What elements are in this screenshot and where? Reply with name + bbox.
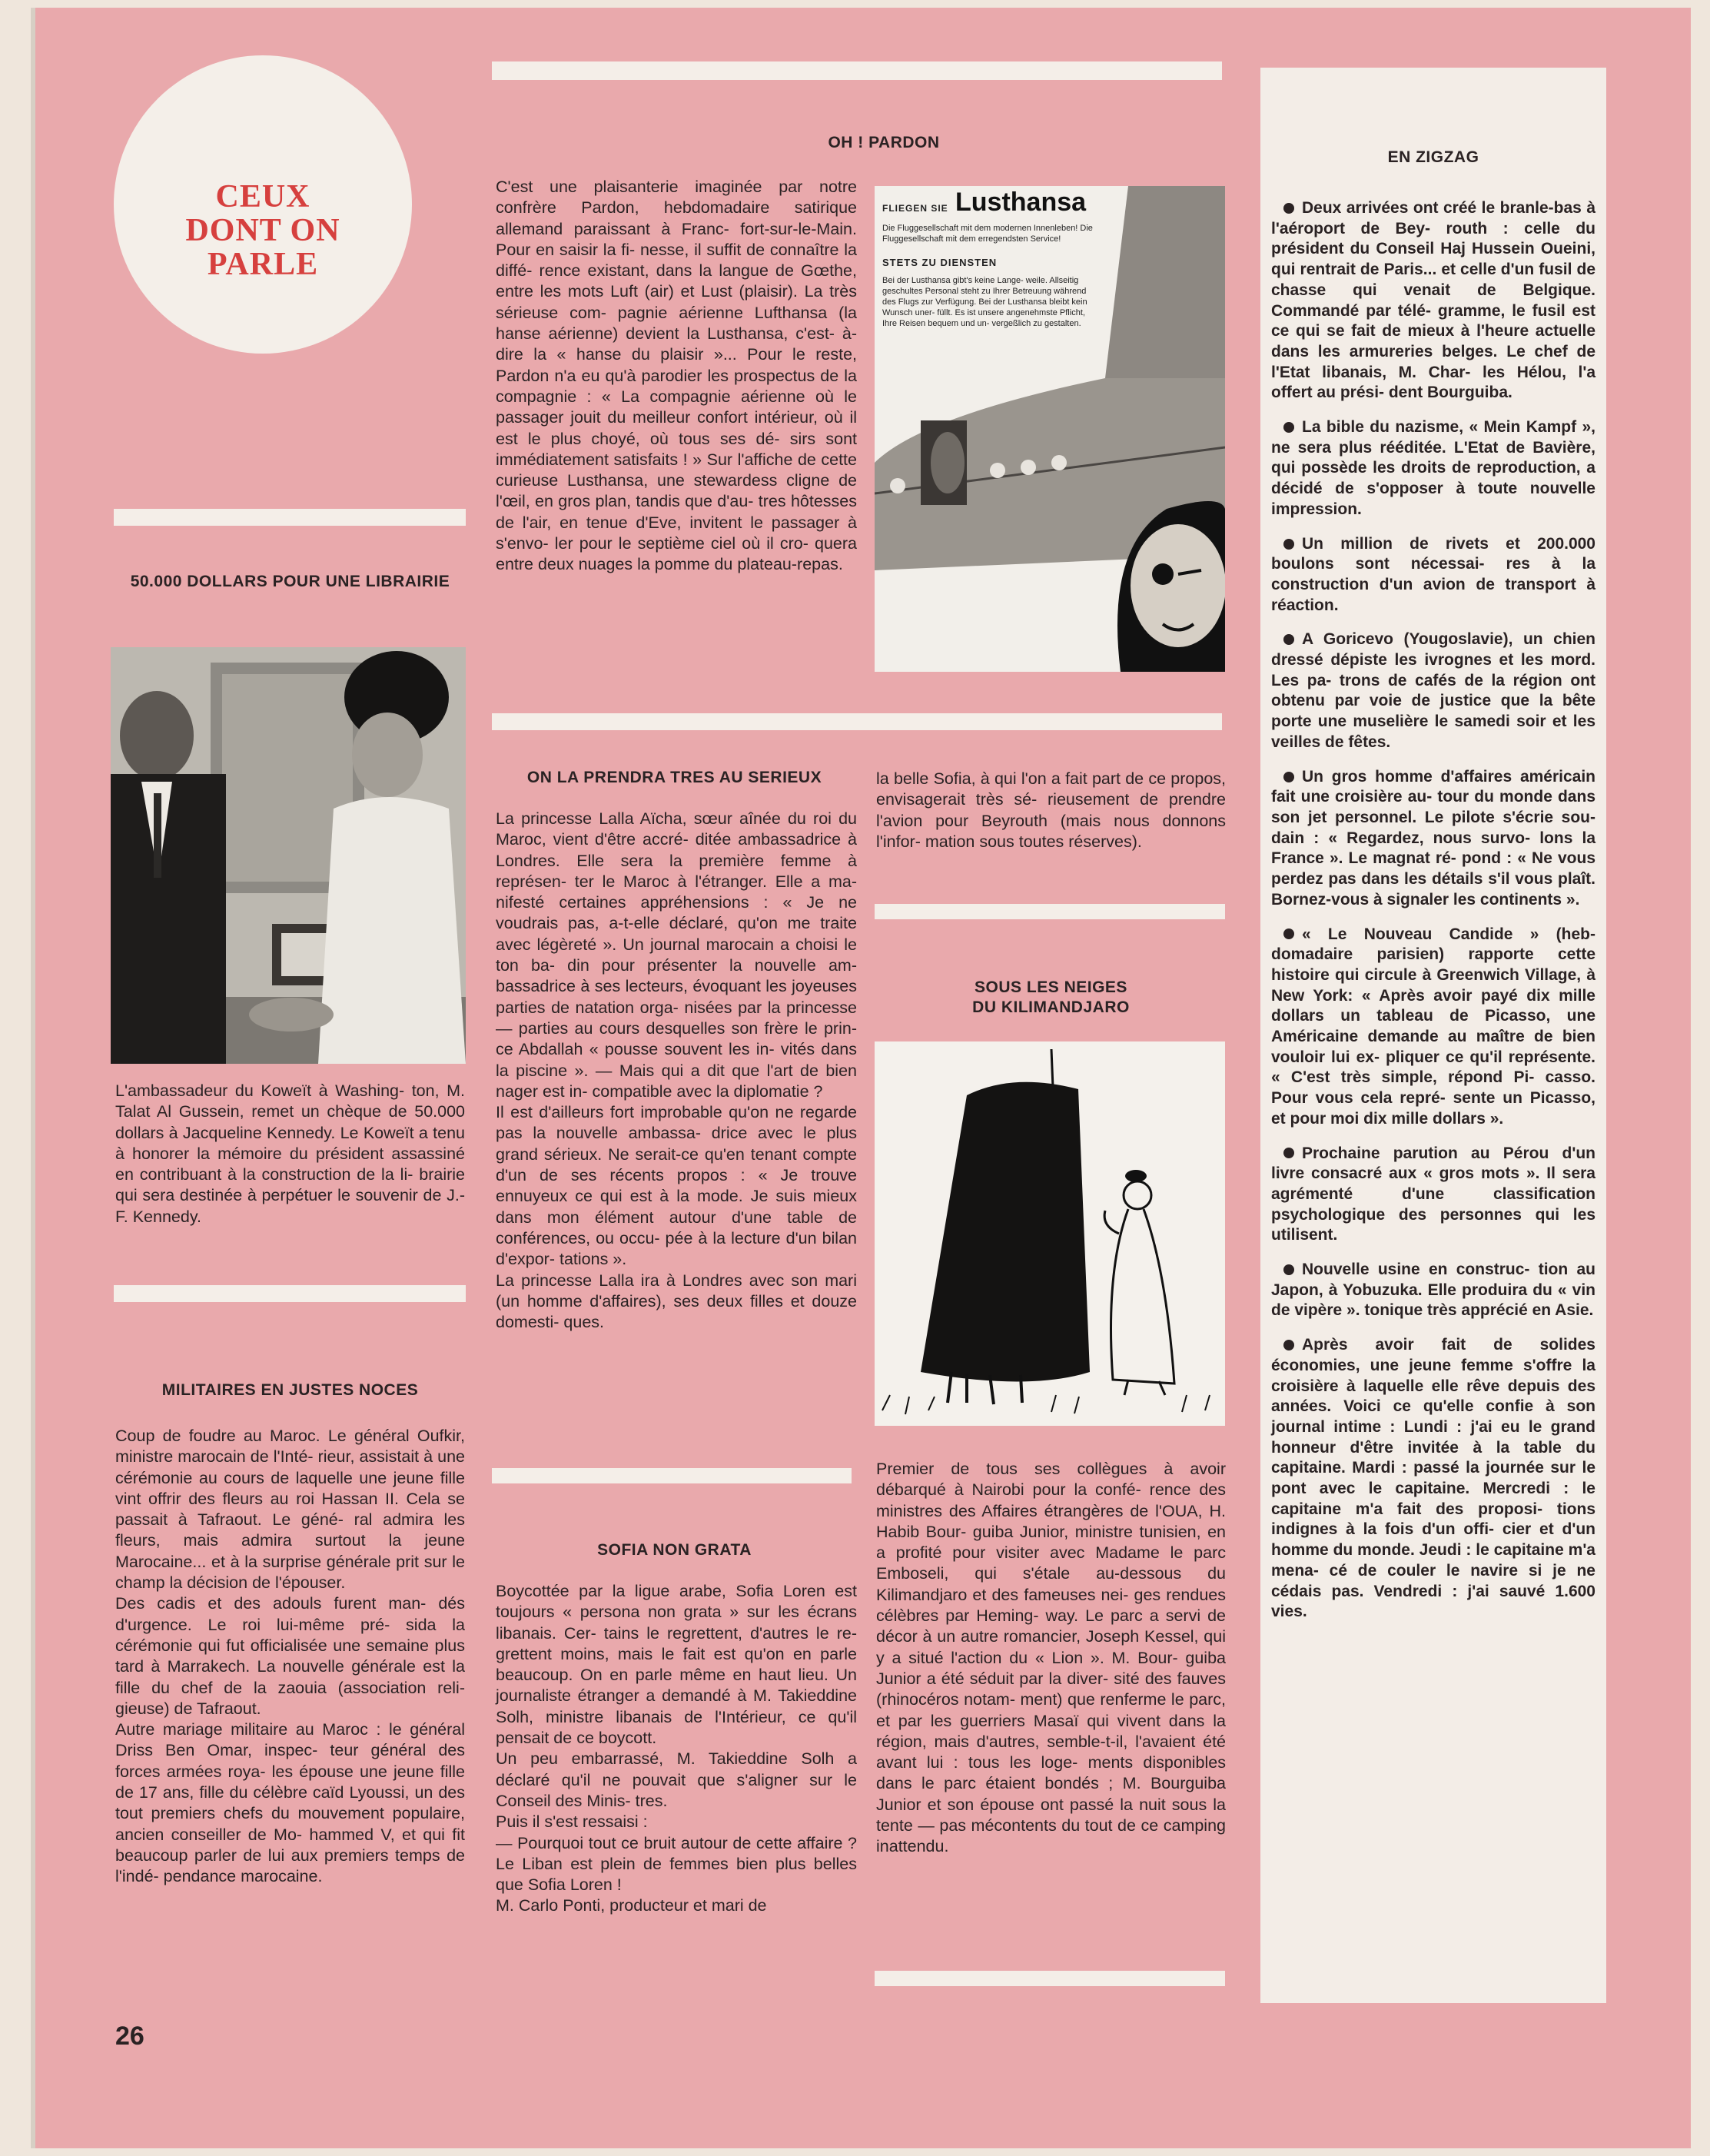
zigzag-item [1271, 630, 1595, 752]
lusthansa-ad [875, 186, 1225, 672]
ad-tagline: Die Fluggesellschaft mit dem modernen Innenleben! Die Fluggesellschaft mit dem erregendsten Service! [882, 224, 1093, 244]
ad-fliegen: FLIEGEN SIE [882, 203, 948, 214]
paragraph: — Pourquoi tout ce bruit autour de cette affaire ? Le Liban est plein de femmes bien plus belles que Sofia Loren ! [496, 1833, 857, 1895]
paragraph: Il est d'ailleurs fort improbable qu'on ne regarde pas la nouvelle ambassa- drice avec le plus grand sérieux. Ne serait-ce qu'en tenant compte d'un de ses récents propos : « Je trouve ennuyeux ce qui est à la mode. Je suis mieux dans mon élément autour d'une table de conférences, ou occu- pée à la lecture d'un bilan d'expor- tations ». [496, 1103, 857, 1269]
zigzag-text: Prochaine parution au Pérou d'un livre consacré aux « gros mots ». Il sera agrémenté d'une classification psychologique des personnes qui les utilisent. [1271, 1144, 1595, 1244]
paragraph: Premier de tous ses collègues à avoir débarqué à Nairobi pour la confé- rence des ministres des Affaires étrangères de l'OUA, H. Habib Bour- guiba Junior, ministre tunisien, en a profité pour visiter avec Madame le parc Emboseli, qui s'étale au-dessous du Kilimandjaro et des fameuses nei- ges rendues célèbres par Heming- way. Le parc a servi de décor à un autre romancier, Joseph Kessel, qui y a situé l'action du « Lion ». M. Bour- guiba Junior a été séduit par la diver- sité des fauves (rhinocéros notam- ment) que renferme le parc, et par les guerriers Masaï qui vivent dans la région, mais d'autres, semble-t-il, l'avaient été avant lui : tous les loge- ments disponibles dans le parc étaient bondés ; M. Bourguiba Junior et son épouse ont passé la nuit sous la tente — pas mécontents du tout de ce camping inattendu. [876, 1460, 1226, 1856]
ad-stets: STETS ZU DIENSTEN [882, 257, 998, 268]
militaires-body [115, 1426, 465, 1888]
zigzag-body [1271, 198, 1595, 1636]
paragraph: La princesse Lalla Aïcha, sœur aînée du roi du Maroc, vient d'être accré- ditée ambassadrice à Londres. Elle sera la première femme à représen- ter le Maroc à l'étranger. Elle a ma- nifesté certaines appréhensions : « Je ne voudrais pas, a-t-elle déclaré, qu'on me traite avec légèreté ». Un journal marocain a choisi le ton ba- din pour présenter la nouvelle am- bassadrice à ses lecteurs, évoquant les joyeuses parties de natation orga- nisées par la princesse — parties au cours desquelles son frère le prin- ce Abdallah « pousse souvent les in- vités dans la piscine ». — Mais qui a dit que l'art de bien nager est in- compatible avec la diplomatie ? [496, 809, 857, 1101]
zigzag-box [1260, 68, 1606, 2003]
sofia-continuation [876, 769, 1226, 852]
neiges-body [876, 1459, 1226, 1858]
paragraph: la belle Sofia, à qui l'on a fait part de ce propos, envisagerait très sé- rieusement de prendre l'avion pour Beyrouth (mais nous donnons l'infor- mation sous toutes réserves). [876, 769, 1226, 851]
zigzag-text: Deux arrivées ont créé le branle-bas à l'aéroport de Bey- routh : celle du président du Conseil Haj Hussein Oueini, qui rentrait de Paris... et celle d'un fusil de chasse qui venait de Belgique. Commandé par télé- gramme, le fusil est ce qui se fait de mieux à l'heure actuelle dans les armureries belges. Le chef de l'Etat libanais, M. Char- les Hélou, l'a offert au prési- dent Bourguiba. [1271, 199, 1595, 402]
zigzag-item [1271, 1144, 1595, 1247]
bullet-icon [1283, 422, 1294, 433]
librairie-heading: 50.000 DOLLARS POUR UNE LIBRAIRIE [130, 573, 450, 590]
divider [492, 713, 1222, 730]
bullet-icon [1283, 1340, 1294, 1350]
bullet-icon [1283, 1148, 1294, 1158]
divider [492, 1468, 852, 1483]
paragraph: Puis il s'est ressaisi : [496, 1812, 648, 1832]
page-number: 26 [115, 2021, 144, 2051]
pardon-heading: OH ! PARDON [828, 134, 940, 151]
zigzag-item [1271, 198, 1595, 404]
prendra-body [496, 809, 857, 1333]
zigzag-text: Un million de rivets et 200.000 boulons sont nécessai- res à la construction d'un avion de transport à réaction. [1271, 534, 1595, 614]
zigzag-item [1271, 925, 1595, 1130]
section-title: CEUX DONT ON PARLE [185, 179, 340, 282]
zigzag-item [1271, 767, 1595, 911]
zigzag-heading: EN ZIGZAG [1387, 148, 1479, 166]
militaires-heading: MILITAIRES EN JUSTES NOCES [161, 1381, 419, 1399]
divider [114, 1285, 466, 1302]
bullet-icon [1283, 634, 1294, 645]
paragraph: Boycottée par la ligue arabe, Sofia Loren est toujours « persona non grata » sur les écrans libanais. Cer- tains le regrettent, d'autres le re- grettent moins, mais le fait est qu'on en parle beaucoup. On en parle même en haut lieu. Un journaliste étranger a demandé à M. Takieddine Solh, ministre libanais de l'Intérieur, ce qu'il pensait de ce boycott. [496, 1582, 857, 1748]
paragraph: Un peu embarrassé, M. Takieddine Solh a déclaré qu'il ne pouvait que s'aligner sur le Conseil des Minis- tres. [496, 1749, 857, 1810]
ad-body: Bei der Lusthansa gibt's keine Lange- weile. Allseitig geschultes Personal steht zu Ihrer Betreuung während des Flugs zur Verfügung. Bei der Lusthansa bleibt kein Wunsch uner- füllt. Es ist unsere angenehmste Pflicht, Ihre Reisen bequem und un- vergeßlich zu gestalten. [882, 276, 1087, 328]
ambassador-photo [111, 647, 466, 1064]
bullet-icon [1283, 1264, 1294, 1275]
paragraph: Coup de foudre au Maroc. Le général Oufkir, ministre marocain de l'Inté- rieur, assistait à une cérémonie au cours de laquelle une jeune fille vint offrir des fleurs au roi Hassan II. Cela se passait à Tafraout. Le géné- ral admira les fleurs, mais admira surtout la jeune Marocaine... et à la surprise générale prit sur le champ la décision de l'épouser. [115, 1427, 465, 1593]
zigzag-item [1271, 1260, 1595, 1321]
zigzag-text: La bible du nazisme, « Mein Kampf », ne sera plus rééditée. L'Etat de Bavière, qui possède les droits de reproduction, a décidé de s'opposer à toute nouvelle impression. [1271, 418, 1595, 518]
zigzag-item [1271, 1335, 1595, 1623]
zigzag-item [1271, 417, 1595, 520]
bullet-icon [1283, 539, 1294, 550]
divider [875, 1971, 1225, 1986]
cartoon-drawing [875, 1041, 1225, 1426]
bullet-icon [1283, 929, 1294, 939]
paragraph: Autre mariage militaire au Maroc : le général Driss Ben Omar, inspec- teur général des forces armées roya- les épouse une jeune fille de 17 ans, fille du célèbre caïd Lyoussi, un des tout premiers chefs du mouvement populaire, ancien conseiller de Mo- hammed V, et qui fit beaucoup parler de lui aux premiers temps de l'indé- pendance marocaine. [115, 1720, 465, 1886]
zigzag-item [1271, 534, 1595, 616]
ad-brand: Lusthansa [955, 188, 1087, 217]
photo-caption: L'ambassadeur du Koweït à Washing- ton, M. Talat Al Gussein, remet un chèque de 50.000 dollars à Jacqueline Kennedy. Le Koweït a tenu à honorer la mémoire du président assassiné en contribuant à la construction de la li- brairie qui sera destinée à perpétuer le souvenir de J.-F. Kennedy. [115, 1081, 465, 1226]
paragraph: Des cadis et des adouls furent man- dés d'urgence. Le roi lui-même pré- sida la cérémonie qui fut officialisée une semaine plus tard à Marrakech. La nouvelle générale est la fille du chef de la zaouia (association reli- gieuse) de Tafraout. [115, 1594, 465, 1718]
divider [875, 904, 1225, 919]
kilimanjaro-cartoon [875, 1041, 1225, 1426]
neiges-heading: SOUS LES NEIGES DU KILIMANDJARO [972, 978, 1130, 1016]
divider [114, 509, 466, 526]
paragraph: C'est une plaisanterie imaginée par notre confrère Pardon, hebdomadaire satirique allemand paraissant à Franc- fort-sur-le-Main. Pour en saisir la fi- nesse, il suffit de connaître la diffé- rence existant, dans la langue de Gœthe, entre les mots Luft (air) et Lust (plaisir). La très sérieuse com- pagnie aérienne Lufthansa (la hanse aérienne) devient la Lusthansa, c'est- à-dire la « hanse du plaisir »... Pour le reste, Pardon n'a eu qu'à parodier les prospectus de la compagnie : « La compagnie aérienne où le passager jouit du meilleur confort intérieur, où il est le plus choyé, où tous ses dé- sirs sont immédiatement satisfaits ! » Sur l'affiche de cette curieuse Lusthansa, une stewardess cligne de l'œil, en gros plan, tandis que d'au- tres hôtesses de l'air, en tenue d'Eve, invitent le passager à s'envo- ler pour le septième ciel où il cro- quera entre deux nuages la pomme du plateau-repas. [496, 178, 857, 574]
pardon-body [496, 177, 857, 576]
sofia-heading: SOFIA NON GRATA [597, 1541, 752, 1559]
divider [492, 61, 1222, 80]
zigzag-text: « Le Nouveau Candide » (heb- domadaire parisien) rapporte cette histoire qui circule à Greenwich Village, à New York: « Après avoir payé dix mille dollars un tableau de Picasso, une Américaine demande au maître de bien vouloir lui ex- pliquer ce qu'il représente. « C'est très simple, répond Pi- casso. Pour vous cela repré- sente un Picasso, et pour moi dix mille dollars ». [1271, 925, 1595, 1128]
section-title-circle [114, 55, 412, 354]
zigzag-text: Nouvelle usine en construc- tion au Japon, à Yobuzuka. Elle produira du « vin de vipère ». tonique très apprécié en Asie. [1271, 1261, 1595, 1320]
photo-image [111, 647, 466, 1064]
prendra-heading: ON LA PRENDRA TRES AU SERIEUX [526, 769, 822, 786]
sofia-body [496, 1581, 857, 1917]
bullet-icon [1283, 203, 1294, 214]
zigzag-text: Un gros homme d'affaires américain fait une croisière au- tour du monde dans son jet personnel. Le pilote s'écrie sou- dain : « Regardez, nous survo- lons la France ». Le magnat ré- pond : « Ne vous perdez pas dans les détails s'il vous plaît. Bornez-vous à signaler les continents ». [1271, 767, 1595, 909]
zigzag-text: Après avoir fait de solides économies, une jeune femme s'offre la croisière à laquelle elle rêve depuis des années. Voici ce qu'elle confie à son journal intime : Lundi : j'ai eu le grand honneur d'être invitée à la table du capitaine. Mardi : passé la journée sur le pont avec le capitaine. Mercredi : le capitaine m'a fait des proposi- tions indignes à la fois d'un offi- cier et d'un homme du monde. Jeudi : le capitaine m'a mena- cé de couler le navire si je ne cédais pas. Vendredi : j'ai sauvé 1.600 vies. [1271, 1336, 1595, 1621]
librairie-caption [115, 1081, 465, 1227]
paragraph: La princesse Lalla ira à Londres avec son mari (un homme d'affaires), ses deux filles et douze domesti- ques. [496, 1271, 857, 1332]
zigzag-text: A Goricevo (Yougoslavie), un chien dressé dépiste les ivrognes et les mord. Les pa- trons de cafés de la région ont obtenu par voie de justice que la bête porte une muselière le samedi soir et les veilles de fêtes. [1271, 630, 1595, 751]
bullet-icon [1283, 772, 1294, 782]
paragraph: M. Carlo Ponti, producteur et mari de [496, 1896, 767, 1915]
